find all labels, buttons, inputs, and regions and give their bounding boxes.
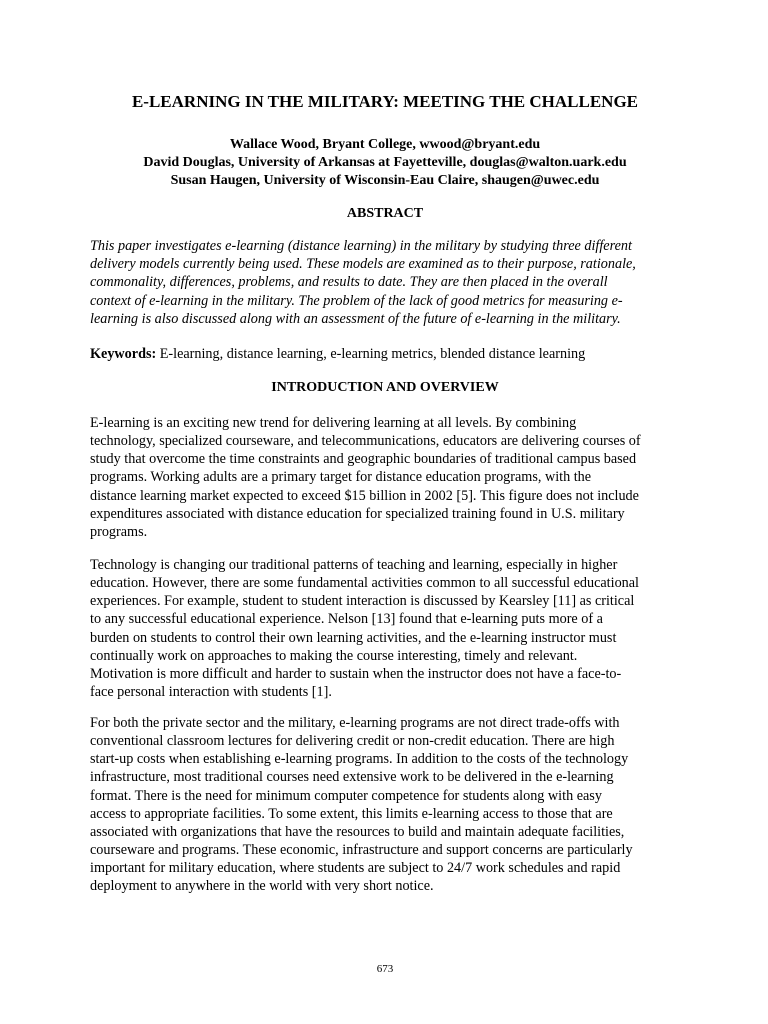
- paragraph-line: burden on students to control their own learning activities, and the e-learning instructor must: [90, 629, 617, 646]
- paragraph-line: face personal interaction with students [1].: [90, 684, 332, 701]
- page-number: 673: [376, 963, 394, 975]
- paragraph-line: courseware and programs. These economic, infrastructure and support concerns are particularly: [90, 842, 633, 859]
- paragraph-line: Motivation is more difficult and harder to sustain when the instructor does not have a face-to-: [90, 665, 622, 682]
- paragraph-line: programs. Working adults are a primary target for distance education programs, with the: [90, 469, 592, 486]
- keywords-text: E-learning, distance learning, e-learning metrics, blended distance learning: [156, 346, 586, 362]
- author-line: Wallace Wood, Bryant College, wwood@bryant.edu: [229, 137, 541, 152]
- abstract-line: commonality, differences, problems, and results to date. They are then placed in the overall: [90, 274, 608, 291]
- body-paragraph: [90, 414, 680, 541]
- paragraph-line: conventional classroom lectures for delivering credit or non-credit education. There are high: [90, 733, 615, 750]
- introduction-heading: INTRODUCTION AND OVERVIEW: [271, 380, 499, 395]
- abstract-line: delivery models currently being used. These models are examined as to their purpose, rationale,: [90, 256, 636, 273]
- paragraph-line: expenditures associated with distance education for specialized training found in U.S. military: [90, 505, 625, 522]
- paragraph-line: technology, specialized courseware, and telecommunications, educators are delivering courses of: [90, 433, 641, 450]
- paragraph-line: continually work on approaches to making the course interesting, timely and relevant.: [90, 647, 578, 664]
- paragraph-line: E-learning is an exciting new trend for delivering learning at all levels. By combining: [90, 415, 577, 431]
- abstract-heading: ABSTRACT: [346, 206, 424, 221]
- paragraph-line: deployment to anywhere in the world with very short notice.: [90, 878, 434, 895]
- paper-title: E-LEARNING IN THE MILITARY: MEETING THE CHALLENGE: [131, 92, 639, 111]
- paragraph-line: experiences. For example, student to student interaction is discussed by Kearsley [11] as critical: [90, 593, 635, 610]
- paragraph-line: education. However, there are some fundamental activities common to all successful educational: [90, 575, 639, 592]
- abstract-line: context of e-learning in the military. The problem of the lack of good metrics for measuring e-: [90, 292, 623, 309]
- keywords: [90, 345, 680, 363]
- paragraph-line: format. There is the need for minimum computer competence for students along with easy: [90, 787, 602, 804]
- abstract-text: [90, 237, 680, 328]
- paragraph-line: study that overcome the time constraints and geographic boundaries of traditional campus based: [90, 451, 637, 468]
- author-line: Susan Haugen, University of Wisconsin-Eau Claire, shaugen@uwec.edu: [170, 173, 600, 188]
- paragraph-line: important for military education, where students are subject to 24/7 work schedules and rapid: [90, 860, 621, 877]
- abstract-line: This paper investigates e-learning (distance learning) in the military by studying three different: [90, 238, 632, 254]
- body-paragraph: [90, 556, 680, 701]
- paragraph-line: Technology is changing our traditional patterns of teaching and learning, especially in higher: [90, 557, 618, 573]
- paragraph-line: associated with organizations that have the resources to build and maintain adequate facilities,: [90, 823, 625, 840]
- paragraph-line: start-up costs when establishing e-learning programs. In addition to the costs of the technology: [90, 751, 629, 768]
- paragraph-line: to any successful educational experience. Nelson [13] found that e-learning puts more of a: [90, 611, 603, 628]
- author-list: [90, 136, 680, 190]
- abstract-line: learning is also discussed along with an assessment of the future of e-learning in the military.: [90, 310, 621, 327]
- paragraph-line: For both the private sector and the military, e-learning programs are not direct trade-offs with: [90, 715, 620, 731]
- paragraph-line: distance learning market expected to exceed $15 billion in 2002 [5]. This figure does not include: [90, 487, 639, 504]
- paragraph-line: infrastructure, most traditional courses need extensive work to be delivered in the e-learning: [90, 769, 614, 786]
- paragraph-line: access to appropriate facilities. To some extent, this limits e-learning access to those that are: [90, 805, 613, 822]
- author-line: David Douglas, University of Arkansas at Fayetteville, douglas@walton.uark.edu: [143, 155, 627, 170]
- body-paragraph: [90, 714, 680, 896]
- paragraph-line: programs.: [90, 523, 148, 540]
- keywords-label: Keywords:: [90, 346, 157, 362]
